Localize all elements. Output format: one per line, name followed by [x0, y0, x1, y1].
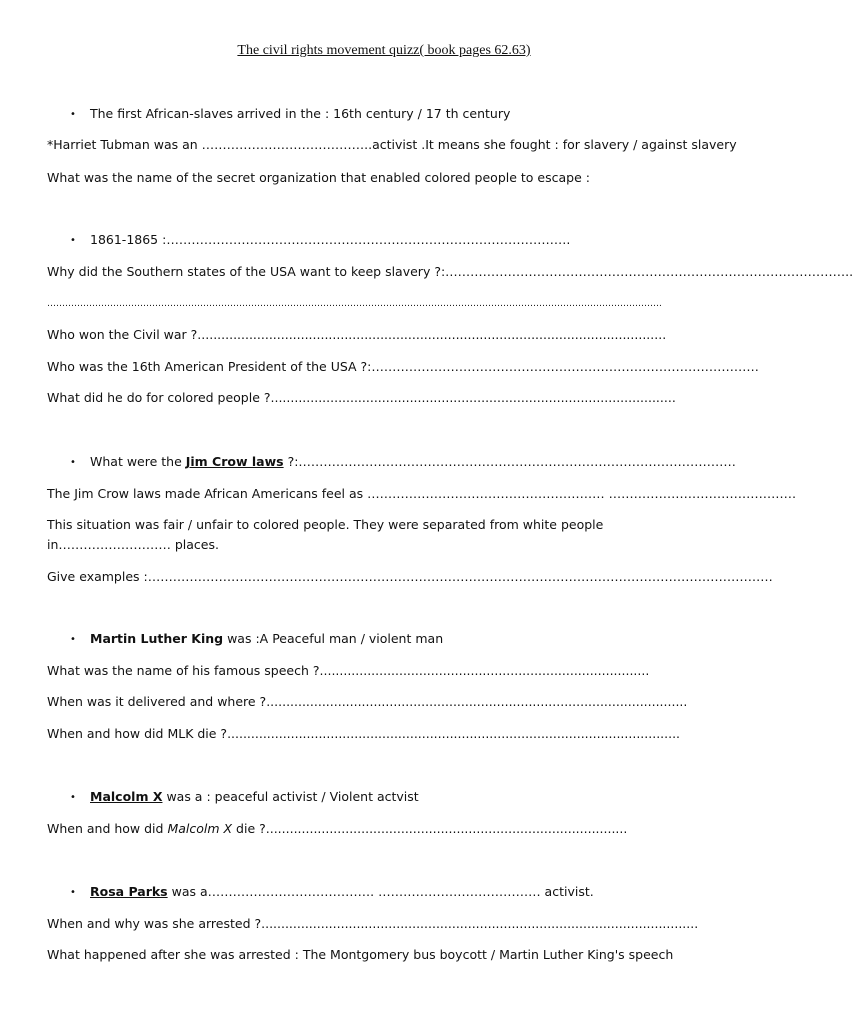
question-rosa-arrested: When and why was she arrested ?.............................................................................................................. — [47, 916, 699, 931]
question-southern-states: Why did the Southern states of the USA want to keep slavery ?:…………………………………………………………………………………….. — [47, 264, 853, 279]
answer-line: ……………………………………………………………………………………………………………………………………………………………………………………. — [47, 299, 662, 309]
question-fair-unfair: This situation was fair / unfair to colored people. They were separated from white people in……………………… places. — [47, 517, 604, 552]
question-malcolm-x-death: When and how did Malcolm X die ?........................................................................................... — [47, 821, 628, 836]
bullet-icon: • — [70, 634, 76, 645]
page-title: The civil rights movement quizz( book pages 62.63) — [237, 43, 531, 58]
bullet-icon: • — [70, 887, 76, 898]
question-malcolm-x: • Malcolm X was a : peaceful activist / Violent actvist — [70, 789, 419, 804]
question-harriet-tubman: *Harriet Tubman was an …………………………………..activist .It means she fought : for slavery / against slavery — [47, 137, 737, 152]
term-jim-crow: Jim Crow laws — [185, 454, 284, 469]
bullet-icon: • — [70, 109, 76, 120]
question-mlk-death: When and how did MLK die ?.................................................................................................................. — [47, 726, 681, 741]
question-16th-president: Who was the 16th American President of the USA ?:………………………………………………………………………………… — [47, 359, 759, 374]
question-jim-crow-feel: The Jim Crow laws made African Americans feel as ………………………………………………… ……………………………………… — [47, 486, 797, 501]
question-civil-war-winner: Who won the Civil war ?...................................................................................................................... — [47, 327, 667, 342]
question-after-arrest: What happened after she was arrested : The Montgomery bus boycott / Martin Luther King's speech — [47, 947, 674, 962]
bullet-icon: • — [70, 792, 76, 803]
question-speech-when-where: When was it delivered and where ?.......................................................................................................... — [47, 694, 688, 709]
question-secret-organization: What was the name of the secret organization that enabled colored people to escape : — [47, 170, 590, 185]
term-malcolm-x: Malcolm X — [90, 789, 163, 804]
term-mlk: Martin Luther King — [90, 631, 224, 646]
question-famous-speech: What was the name of his famous speech ?................................................................................... — [47, 663, 650, 678]
term-malcolm-x-italic: Malcolm X — [167, 821, 233, 836]
question-jim-crow-laws: • What were the Jim Crow laws ?:…………………………………………………………………………………………… — [70, 454, 736, 469]
bullet-icon: • — [70, 235, 76, 246]
bullet-icon: • — [70, 457, 76, 468]
question-rosa-parks: • Rosa Parks was a…………………………………. ………………………………… activist. — [70, 884, 594, 899]
question-1861-1865: • 1861-1865 :……………………………………………………………………………………. — [70, 232, 571, 247]
question-first-slaves: • The first African-slaves arrived in the : 16th century / 17 th century — [70, 106, 511, 121]
question-give-examples: Give examples :…………………………………………………………………………………………………………………………………… — [47, 569, 773, 584]
term-rosa-parks: Rosa Parks — [90, 884, 168, 899]
question-president-actions: What did he do for colored people ?...................................................................................................... — [47, 390, 676, 405]
question-mlk: • Martin Luther King was :A Peaceful man / violent man — [70, 631, 444, 646]
